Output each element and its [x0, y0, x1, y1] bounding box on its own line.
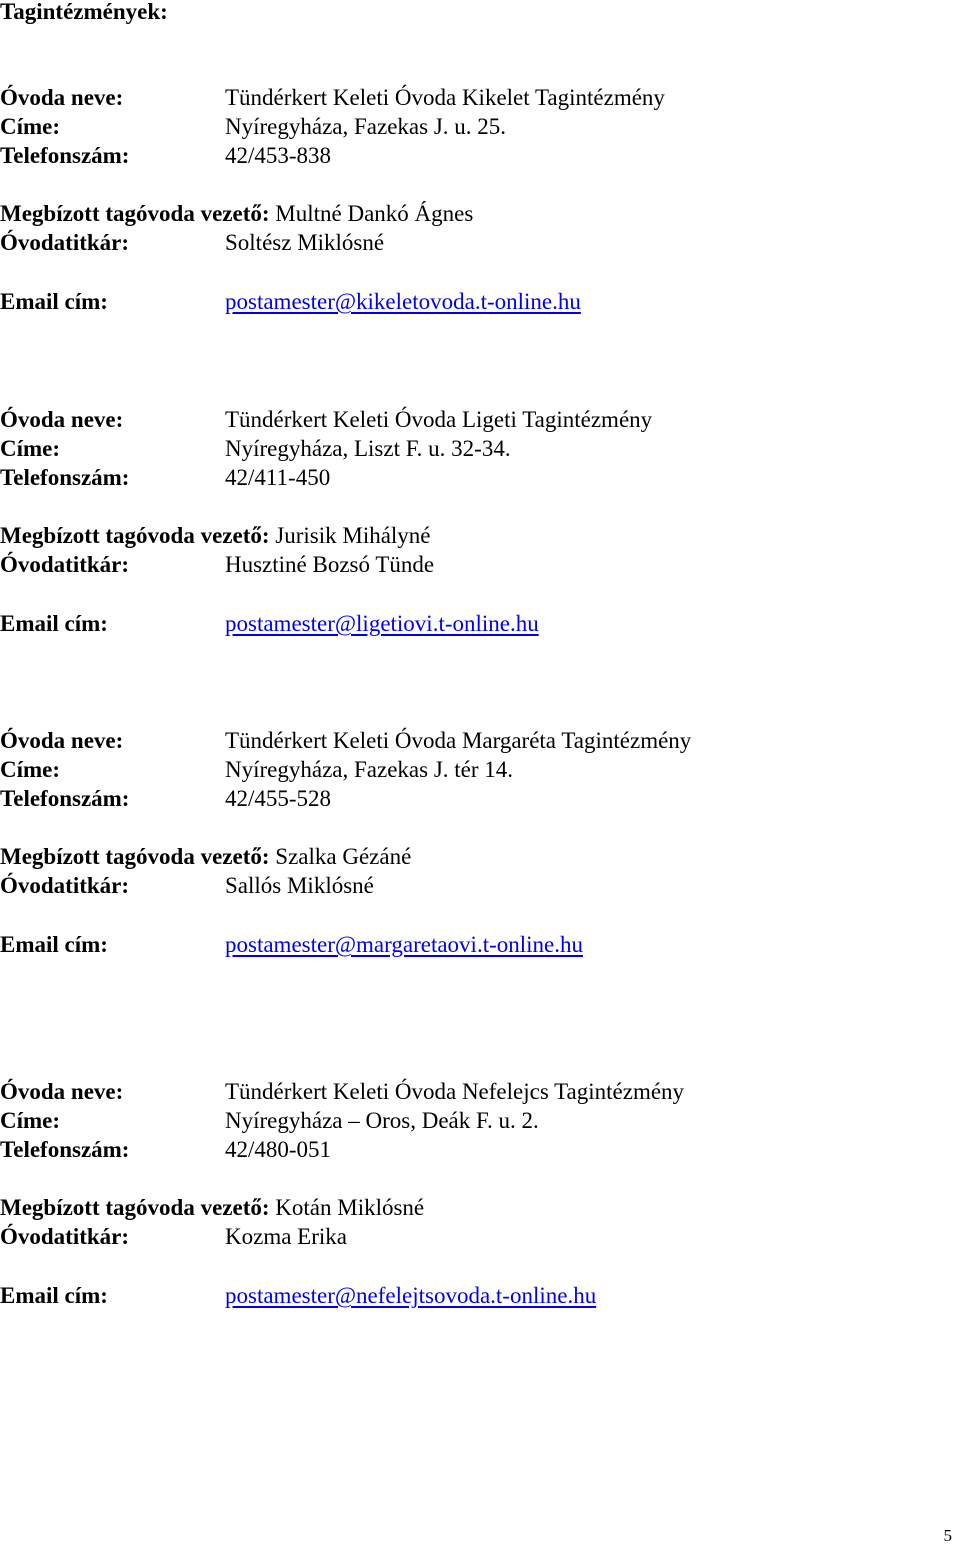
institution-email-link[interactable]: postamester@nefelejtsovoda.t-online.hu	[225, 1283, 597, 1308]
label-phone: Telefonszám:	[0, 786, 130, 811]
label-phone: Telefonszám:	[0, 465, 130, 490]
label-secretary: Óvodatitkár:	[0, 230, 130, 255]
institution-phone: 42/411-450	[225, 465, 331, 490]
institution-secretary-row	[0, 1223, 347, 1251]
institution-leader: Jurisik Mihályné	[275, 523, 431, 548]
label-phone: Telefonszám:	[0, 1137, 130, 1162]
label-name: Óvoda neve:	[0, 407, 124, 432]
institution-name: Tündérkert Keleti Óvoda Nefelejcs Tagintézmény	[225, 1079, 685, 1104]
institution-leader-row	[0, 843, 411, 871]
institution-address: Nyíregyháza, Liszt F. u. 32-34.	[225, 436, 511, 461]
label-address: Címe:	[0, 436, 61, 461]
label-address: Címe:	[0, 757, 61, 782]
label-leader: Megbízott tagóvoda vezető:	[0, 1195, 270, 1220]
page-number: 5	[943, 1526, 952, 1545]
institution-name: Tündérkert Keleti Óvoda Margaréta Tagintézmény	[225, 728, 692, 753]
label-name: Óvoda neve:	[0, 85, 124, 110]
institution-secretary: Kozma Erika	[225, 1224, 347, 1249]
institution-leader-row	[0, 1194, 424, 1222]
label-address: Címe:	[0, 114, 61, 139]
institution-name: Tündérkert Keleti Óvoda Kikelet Tagintézmény	[225, 85, 665, 110]
institution-name-row	[0, 727, 691, 755]
label-email: Email cím:	[0, 932, 108, 957]
institution-phone-row	[0, 142, 331, 170]
institution-address: Nyíregyháza, Fazekas J. tér 14.	[225, 757, 514, 782]
label-phone: Telefonszám:	[0, 143, 130, 168]
institution-address: Nyíregyháza, Fazekas J. u. 25.	[225, 114, 507, 139]
institution-phone-row	[0, 1136, 331, 1164]
institution-name-row	[0, 406, 652, 434]
institution-name-row	[0, 1078, 684, 1106]
institution-email-link[interactable]: postamester@kikeletovoda.t-online.hu	[225, 289, 581, 314]
institution-email-row	[0, 931, 583, 959]
label-name: Óvoda neve:	[0, 1079, 124, 1104]
institution-leader-row	[0, 200, 473, 228]
label-address: Címe:	[0, 1108, 61, 1133]
institution-leader: Kotán Miklósné	[275, 1195, 425, 1220]
label-leader: Megbízott tagóvoda vezető:	[0, 201, 270, 226]
institution-secretary-row	[0, 229, 384, 257]
label-leader: Megbízott tagóvoda vezető:	[0, 523, 270, 548]
institution-secretary-row	[0, 551, 434, 579]
label-leader: Megbízott tagóvoda vezető:	[0, 844, 270, 869]
institution-address-row	[0, 435, 511, 463]
institution-name: Tündérkert Keleti Óvoda Ligeti Tagintézmény	[225, 407, 653, 432]
label-secretary: Óvodatitkár:	[0, 552, 130, 577]
institution-secretary: Sallós Miklósné	[225, 873, 374, 898]
institution-email-link[interactable]: postamester@margaretaovi.t-online.hu	[225, 932, 583, 957]
institution-email-row	[0, 288, 581, 316]
institution-leader: Szalka Gézáné	[275, 844, 412, 869]
page-title: Tagintézmények:	[0, 0, 168, 24]
label-secretary: Óvodatitkár:	[0, 1224, 130, 1249]
institution-phone-row	[0, 464, 330, 492]
institution-address-row	[0, 756, 513, 784]
institution-address-row	[0, 1107, 539, 1135]
institution-secretary: Soltész Miklósné	[225, 230, 385, 255]
institution-email-row	[0, 1282, 596, 1310]
institution-leader-row	[0, 522, 431, 550]
institution-secretary-row	[0, 872, 374, 900]
label-email: Email cím:	[0, 611, 108, 636]
label-email: Email cím:	[0, 289, 108, 314]
label-email: Email cím:	[0, 1283, 108, 1308]
institution-phone: 42/455-528	[225, 786, 332, 811]
institution-email-link[interactable]: postamester@ligetiovi.t-online.hu	[225, 611, 539, 636]
institution-address: Nyíregyháza – Oros, Deák F. u. 2.	[225, 1108, 539, 1133]
institution-address-row	[0, 113, 506, 141]
institution-email-row	[0, 610, 539, 638]
institution-secretary: Husztiné Bozsó Tünde	[225, 552, 435, 577]
label-name: Óvoda neve:	[0, 728, 124, 753]
institution-leader: Multné Dankó Ágnes	[275, 201, 474, 226]
institution-phone: 42/480-051	[225, 1137, 332, 1162]
institution-name-row	[0, 84, 665, 112]
institution-phone: 42/453-838	[225, 143, 332, 168]
institution-phone-row	[0, 785, 331, 813]
label-secretary: Óvodatitkár:	[0, 873, 130, 898]
